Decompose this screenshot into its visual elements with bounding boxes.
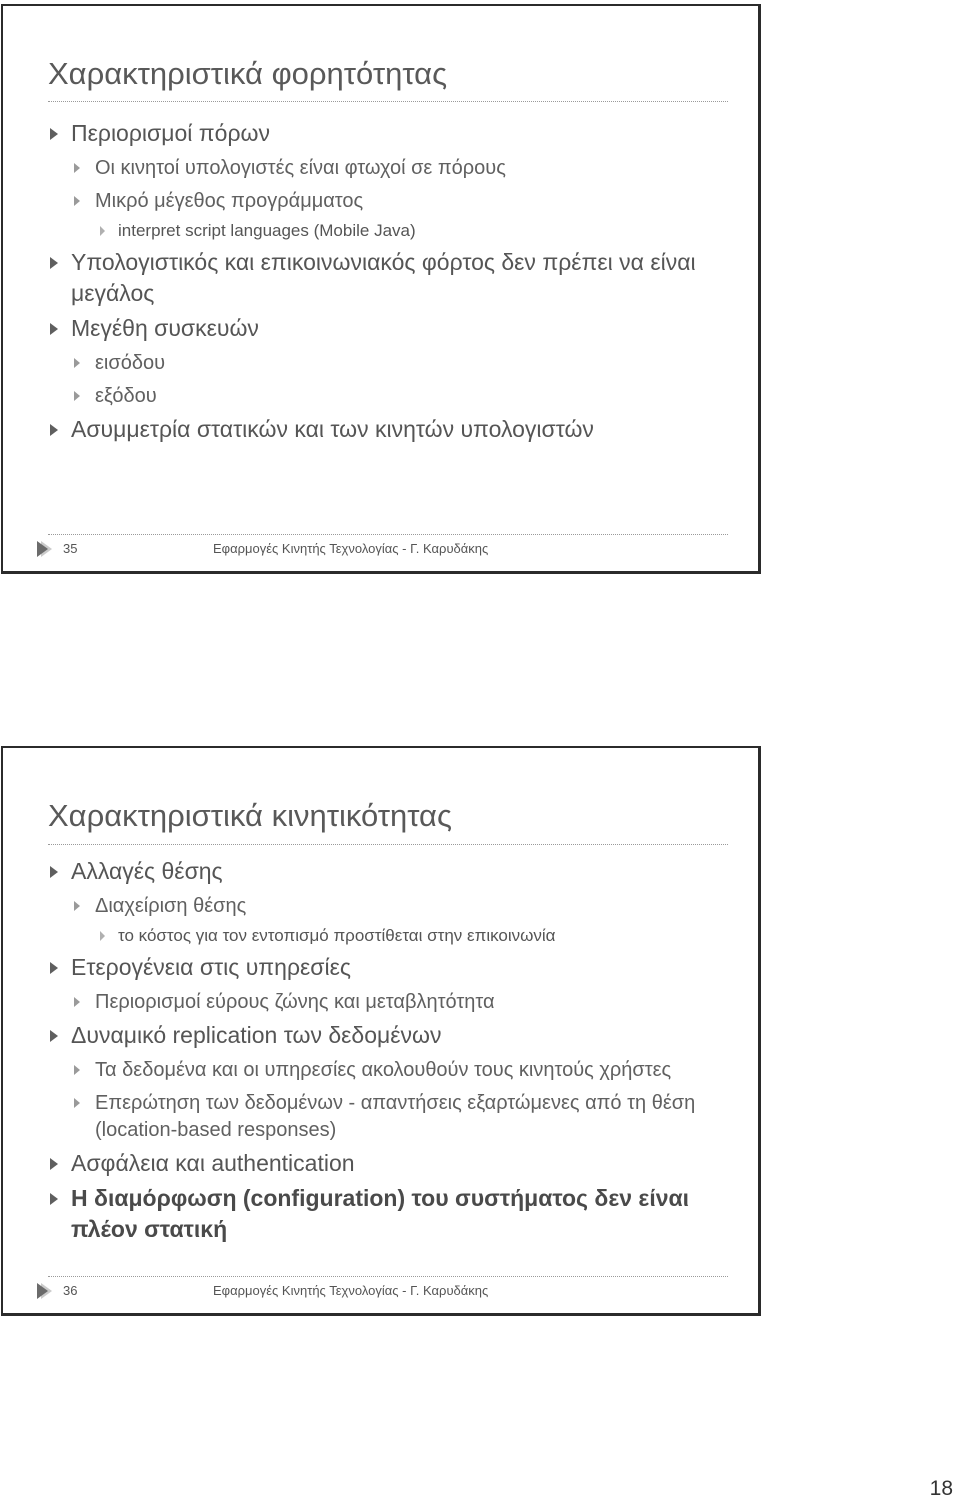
page-number: 18 (929, 1477, 953, 1500)
bullet-arrow-icon (74, 997, 80, 1007)
bullet-item-level-1 (50, 856, 740, 887)
bullet-text: Μεγέθη συσκευών (71, 315, 259, 341)
bullet-item-level-1 (50, 952, 740, 983)
bullet-item-level-1 (50, 1148, 740, 1179)
bullet-arrow-icon (100, 931, 105, 941)
slide-36 (1, 746, 761, 1316)
slide-footer (37, 1282, 737, 1302)
bullet-text: interpret script languages (Mobile Java) (118, 221, 416, 240)
bullet-arrow-icon (74, 391, 80, 401)
bullet-arrow-icon (74, 163, 80, 173)
bullet-text: Υπολογιστικός και επικοινωνιακός φόρτος δεν πρέπει να είναι μεγάλος (71, 249, 696, 306)
bullet-item-level-1 (50, 1020, 740, 1051)
bullet-item-level-2 (50, 1090, 740, 1144)
bullet-text: Δυναμικό replication των δεδομένων (71, 1022, 442, 1048)
footer-text: Εφαρμογές Κινητής Τεχνολογίας - Γ. Καρυδάκης (213, 1283, 489, 1298)
bullet-text: Διαχείριση θέσης (95, 895, 247, 917)
bullet-text: Ασφάλεια και authentication (71, 1150, 355, 1176)
bullet-arrow-icon (50, 1193, 58, 1205)
bullet-item-level-2 (50, 383, 740, 410)
slide-title: Χαρακτηριστικά κινητικότητας (48, 798, 452, 833)
bullet-item-level-3 (50, 924, 740, 948)
bullet-text: Αλλαγές θέσης (71, 858, 223, 884)
bullet-item-level-2 (50, 893, 740, 920)
bullet-text: Περιορισμοί εύρους ζώνης και μεταβλητότητα (95, 991, 495, 1013)
bullet-item-level-1 (50, 414, 740, 445)
bullet-text: Επερώτηση των δεδομένων - απαντήσεις εξαρτώμενες από τη θέση (location-based responses) (95, 1092, 696, 1141)
bullet-item-level-2 (50, 188, 740, 215)
title-divider (48, 844, 728, 845)
bullet-arrow-icon (74, 196, 80, 206)
footer-arrow-icon (37, 1283, 48, 1299)
bullet-text: Οι κινητοί υπολογιστές είναι φτωχοί σε πόρους (95, 157, 506, 179)
bullet-text: εξόδου (95, 385, 157, 407)
bullet-item-level-1 (50, 313, 740, 344)
bullet-item-level-3 (50, 219, 740, 243)
bullet-item-level-1 (50, 247, 740, 309)
bullet-text: Μικρό μέγεθος προγράμματος (95, 190, 364, 212)
bullet-text: εισόδου (95, 352, 166, 374)
footer-text: Εφαρμογές Κινητής Τεχνολογίας - Γ. Καρυδάκης (213, 541, 489, 556)
bullet-arrow-icon (74, 1065, 80, 1075)
bullet-item-level-1 (50, 118, 740, 149)
bullet-item-level-2 (50, 1057, 740, 1084)
bullet-item-level-2 (50, 989, 740, 1016)
slide-35 (1, 4, 761, 574)
bullet-text: το κόστος για τον εντοπισμό προστίθεται στην επικοινωνία (118, 926, 556, 945)
slide-footer (37, 540, 737, 560)
footer-divider (48, 1276, 728, 1277)
bullet-arrow-icon (50, 1030, 58, 1042)
footer-divider (48, 534, 728, 535)
bullet-text: Ετερογένεια στις υπηρεσίες (71, 954, 351, 980)
bullet-arrow-icon (50, 424, 58, 436)
bullet-text: Περιορισμοί πόρων (71, 120, 270, 146)
bullet-arrow-icon (50, 323, 58, 335)
bullet-arrow-icon (50, 1158, 58, 1170)
slide-number: 35 (63, 541, 78, 556)
bullet-list (50, 114, 740, 445)
bullet-text: Η διαμόρφωση (configuration) του συστήματος δεν είναι πλέον στατική (71, 1185, 690, 1242)
bullet-item-level-2 (50, 155, 740, 182)
title-divider (48, 101, 728, 102)
bullet-arrow-icon (100, 226, 105, 236)
bullet-arrow-icon (50, 866, 58, 878)
bullet-text: Τα δεδομένα και οι υπηρεσίες ακολουθούν τους κινητούς χρήστες (95, 1059, 672, 1081)
bullet-item-level-2 (50, 350, 740, 377)
slide-number: 36 (63, 1283, 78, 1298)
bullet-text: Ασυμμετρία στατικών και των κινητών υπολογιστών (71, 416, 594, 442)
bullet-arrow-icon (50, 128, 58, 140)
bullet-arrow-icon (74, 358, 80, 368)
bullet-arrow-icon (74, 901, 80, 911)
bullet-arrow-icon (50, 962, 58, 974)
bullet-arrow-icon (50, 257, 58, 269)
bullet-arrow-icon (74, 1098, 80, 1108)
bullet-list (50, 852, 740, 1245)
footer-arrow-icon (37, 541, 48, 557)
bullet-item-level-1 (50, 1183, 740, 1245)
slide-title: Χαρακτηριστικά φορητότητας (48, 56, 448, 91)
